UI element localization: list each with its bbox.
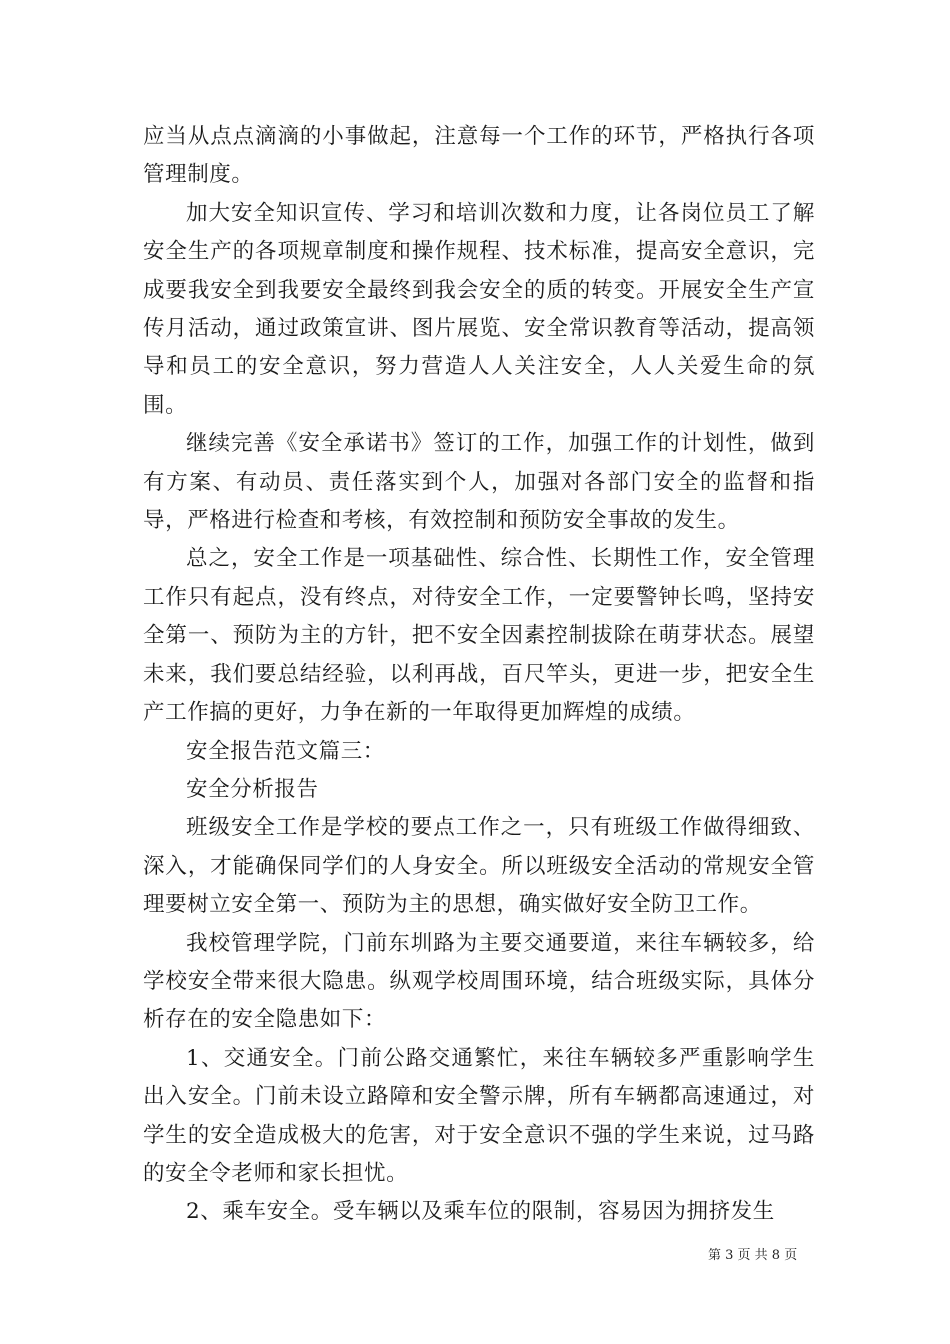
paragraph: 总之，安全工作是一项基础性、综合性、长期性工作，安全管理工作只有起点，没有终点，对待安全工作，一定要警钟长鸣，坚持安全第一、预防为主的方针，把不安全因素控制拔除在萌芽状态。展望未来，我们要总结经验，以利再战，百尺竿头，更进一步，把安全生产工作搞的更好，力争在新的一年取得更加辉煌的成绩。	[143, 546, 815, 726]
paragraph: 加大安全知识宣传、学习和培训次数和力度，让各岗位员工了解安全生产的各项规章制度和操作规程、技术标准，提高安全意识，完成要我安全到我要安全最终到我会安全的质的转变。开展安全生产宣传月活动，通过政策宣讲、图片展览、安全常识教育等活动，提高领导和员工的安全意识，努力营造人人关注安全，人人关爱生命的氛围。	[143, 200, 815, 418]
document-body	[143, 118, 815, 1232]
list-item: 2、乘车安全。受车辆以及乘车位的限制，容易因为拥挤发生	[186, 1199, 775, 1225]
paragraph: 继续完善《安全承诺书》签订的工作，加强工作的计划性，做到有方案、有动员、责任落实到个人，加强对各部门安全的监督和指导，严格进行检查和考核，有效控制和预防安全事故的发生。	[143, 431, 815, 534]
paragraph: 班级安全工作是学校的要点工作之一，只有班级工作做得细致、深入，才能确保同学们的人身安全。所以班级安全活动的常规安全管理要树立安全第一、预防为主的思想，确实做好安全防卫工作。	[143, 815, 815, 918]
section-heading: 安全报告范文篇三：	[186, 738, 385, 764]
page-number: 第 3 页 共 8 页	[708, 1248, 798, 1263]
report-title: 安全分析报告	[186, 776, 319, 802]
paragraph: 我校管理学院，门前东圳路为主要交通要道，来往车辆较多，给学校安全带来很大隐患。纵观学校周围环境，结合班级实际，具体分析存在的安全隐患如下：	[143, 930, 815, 1033]
paragraph: 应当从点点滴滴的小事做起，注意每一个工作的环节，严格执行各项管理制度。	[143, 124, 815, 188]
list-item: 1、交通安全。门前公路交通繁忙，来往车辆较多严重影响学生出入安全。门前未设立路障和安全警示牌，所有车辆都高速通过，对学生的安全造成极大的危害，对于安全意识不强的学生来说，过马路的安全令老师和家长担忧。	[143, 1045, 815, 1186]
